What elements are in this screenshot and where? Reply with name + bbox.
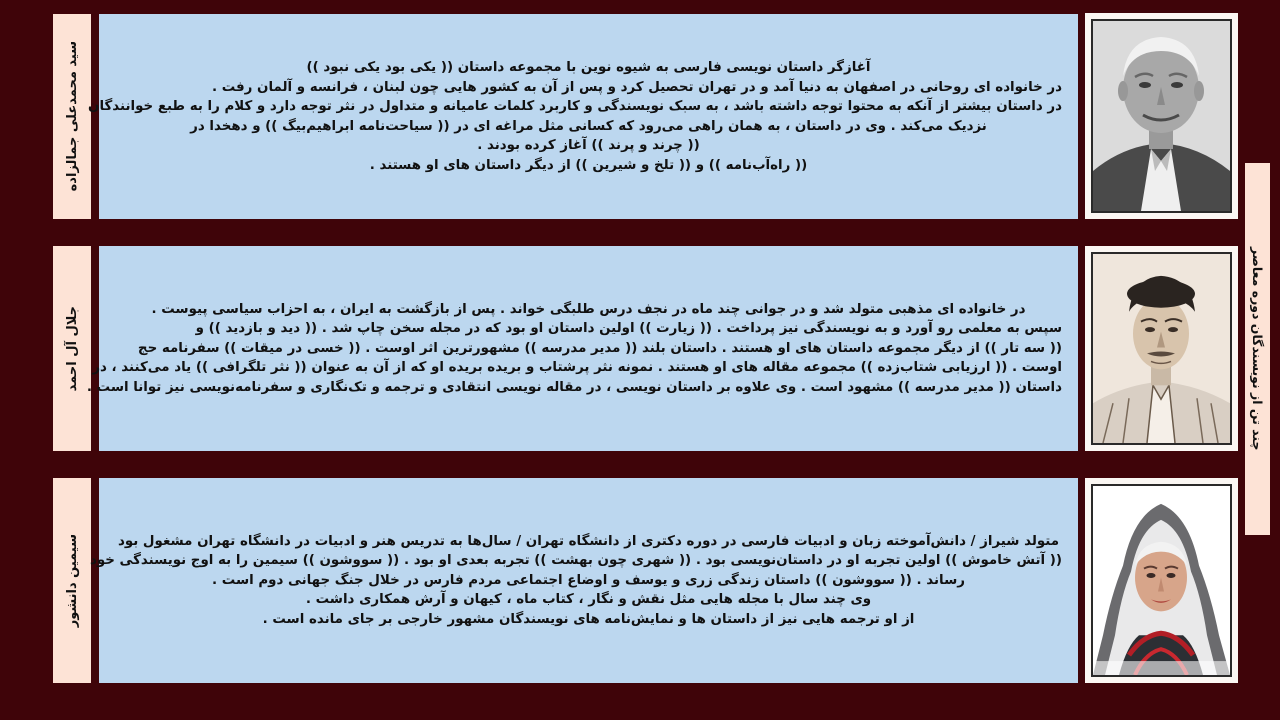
bio-line: داستان (( مدیر مدرسه )) مشهود است . وی علاوه بر داستان نویسی ، در مقاله نویسی انتقادی و ترجمه و تک‌نگاری و سفرنامه‌نویسی نیز توانا است . xyxy=(86,379,1062,395)
author-portrait xyxy=(1085,13,1238,219)
bio-line: نزدیک می‌کند . وی در داستان ، به همان راهی می‌رود که کسانی مثل مراغه ای در (( سیاحت‌نامه ابراهیم‌بیگ )) و دهخدا در xyxy=(190,118,987,134)
bio-line: (( چرند و پرند )) آغاز کرده بودند . xyxy=(477,138,700,153)
bio-line: اوست . (( ارزیابی شتاب‌زده )) مجموعه مقاله های او هستند . نمونه نثر پرشتاب و بریده بریده او که از آن به عنوان (( نثر تلگرافی )) یاد می‌کنند ، در xyxy=(92,360,1062,376)
daneshvar-painting-icon xyxy=(1093,486,1230,675)
side-title: چند تن از نویسندگان دوره معاصر xyxy=(1250,247,1265,451)
side-title-strip xyxy=(1245,163,1270,535)
author-name: سیمین دانشور xyxy=(64,533,80,628)
author-bio xyxy=(86,246,1078,451)
bio-line: وی چند سال با مجله هایی مثل نقش و نگار ، کتاب ماه ، کیهان و آرش همکاری داشت . xyxy=(305,592,872,608)
bio-line: از او ترجمه هایی نیز از داستان ها و نمایش‌نامه های نویسندگان مشهور خارجی بر جای مانده است . xyxy=(262,611,915,627)
author-portrait xyxy=(1085,478,1238,683)
author-bio xyxy=(88,14,1078,219)
jamalzadeh-photo-icon xyxy=(1093,21,1230,211)
bio-line: در خانواده ای مذهبی متولد شد و در جوانی چند ماه در نجف درس طلبگی خواند . پس از بازگشت به ایران ، به احزاب سیاسی پیوست . xyxy=(151,301,1026,317)
author-name: سید محمدعلی جمالزاده xyxy=(64,41,80,192)
author-bio xyxy=(89,478,1078,683)
author-portrait xyxy=(1085,246,1238,451)
bio-line: متولد شیراز / دانش‌آموخته زبان و ادبیات فارسی در دوره دکتری از دانشگاه تهران / سال‌ها به تدریس هنر و ادبیات در دانشگاه تهران مشغول بود xyxy=(117,533,1060,549)
author-name-strip xyxy=(53,478,91,683)
author-name-strip xyxy=(53,246,91,451)
bio-line: در داستان بیشتر از آنکه به محتوا توجه داشته باشد ، به سبک نویسندگی و کاربرد کلمات عامیانه و متداول در نثر توجه دارد و کلام را به طبع خوانندگان xyxy=(88,99,1062,114)
bio-line: سپس به معلمی رو آورد و به نویسندگی نیز پرداخت . (( زیارت )) اولین داستان او بود که در مجله سخن چاپ شد . (( دید و بازدید )) و xyxy=(195,321,1062,337)
bio-line: (( آتش خاموش )) اولین تجربه او در داستان‌نویسی بود . (( شهری چون بهشت )) تجربه بعدی او بود . (( سووشون )) سیمین را به اوج نویسندگی خود xyxy=(89,553,1062,569)
author-name: جلال آل احمد xyxy=(64,305,80,392)
bio-line: آغازگر داستان نویسی فارسی به شیوه نوین با مجموعه داستان (( یکی بود یکی نبود )) xyxy=(306,60,871,75)
bio-line: رساند . (( سووشون )) داستان زندگی زری و یوسف و اوضاع اجتماعی مردم فارس در خلال جنگ جهانی دوم است . xyxy=(212,572,965,588)
bio-line: در خانواده ای روحانی در اصفهان به دنیا آمد و در تهران تحصیل کرد و پس از آن به کشور هایی چون لبنان ، فرانسه و آلمان رفت . xyxy=(211,79,1062,95)
bio-line: (( سه تار )) از دیگر مجموعه داستان های او هستند . داستان بلند (( مدیر مدرسه )) مشهورترین اثر اوست . (( خسی در میقات )) سفرنامه حج xyxy=(137,340,1062,356)
bio-line: (( راه‌آب‌نامه )) و (( تلخ و شیرین )) از دیگر داستان های او هستند . xyxy=(369,157,808,173)
al-ahmad-sketch-icon xyxy=(1093,254,1230,443)
author-name-strip xyxy=(53,14,91,219)
